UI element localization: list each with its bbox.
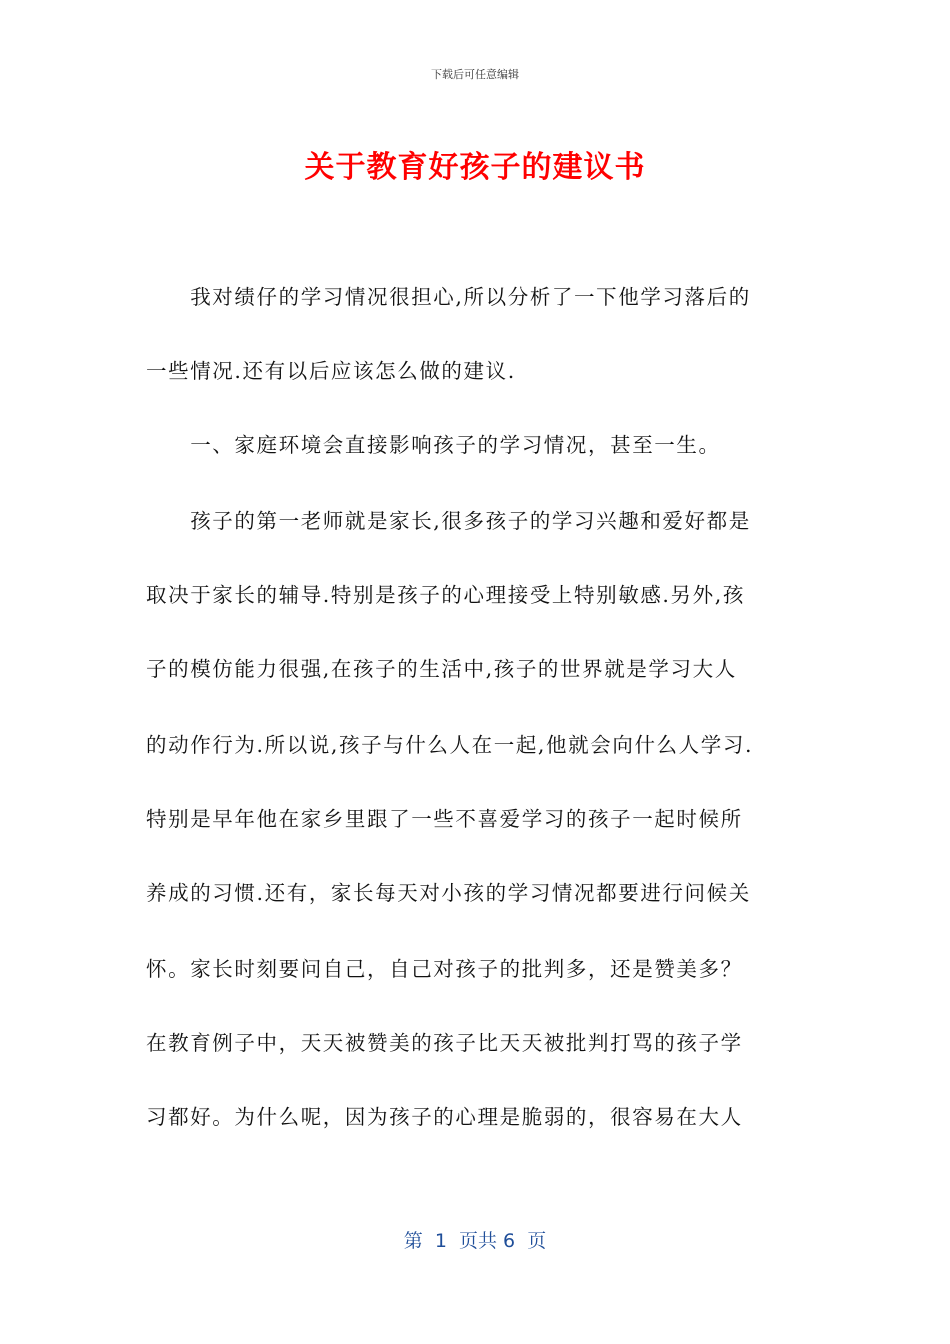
paragraph-line: 我对绩仔的学习情况很担心,所以分析了一下他学习落后的 bbox=[146, 285, 751, 309]
paragraph-line: 在教育例子中，天天被赞美的孩子比天天被批判打骂的孩子学 bbox=[146, 1031, 743, 1055]
paragraph-line: 养成的习惯.还有，家长每天对小孩的学习情况都要进行问候关 bbox=[146, 881, 751, 905]
paragraph-line: 一、家庭环境会直接影响孩子的学习情况，甚至一生。 bbox=[146, 433, 721, 457]
paragraph-line: 特别是早年他在家乡里跟了一些不喜爱学习的孩子一起时候所 bbox=[146, 807, 743, 831]
header-note: 下载后可任意编辑 bbox=[431, 68, 519, 81]
paragraph-line: 习都好。为什么呢，因为孩子的心理是脆弱的，很容易在大人 bbox=[146, 1105, 743, 1129]
paragraph-line: 孩子的第一老师就是家长,很多孩子的学习兴趣和爱好都是 bbox=[146, 509, 751, 533]
paragraph-line: 怀。家长时刻要问自己，自己对孩子的批判多，还是赞美多？ bbox=[146, 957, 743, 981]
page-number: 第 1 页共 6 页 bbox=[403, 1230, 547, 1252]
paragraph-line: 一些情况.还有以后应该怎么做的建议. bbox=[146, 359, 516, 383]
paragraph-line: 子的模仿能力很强,在孩子的生活中,孩子的世界就是学习大人 bbox=[146, 657, 737, 681]
paragraph-line: 取决于家长的辅导.特别是孩子的心理接受上特别敏感.另外,孩 bbox=[146, 583, 745, 607]
paragraph-line: 的动作行为.所以说,孩子与什么人在一起,他就会向什么人学习. bbox=[146, 733, 754, 757]
document-title: 关于教育好孩子的建议书 bbox=[304, 150, 646, 185]
